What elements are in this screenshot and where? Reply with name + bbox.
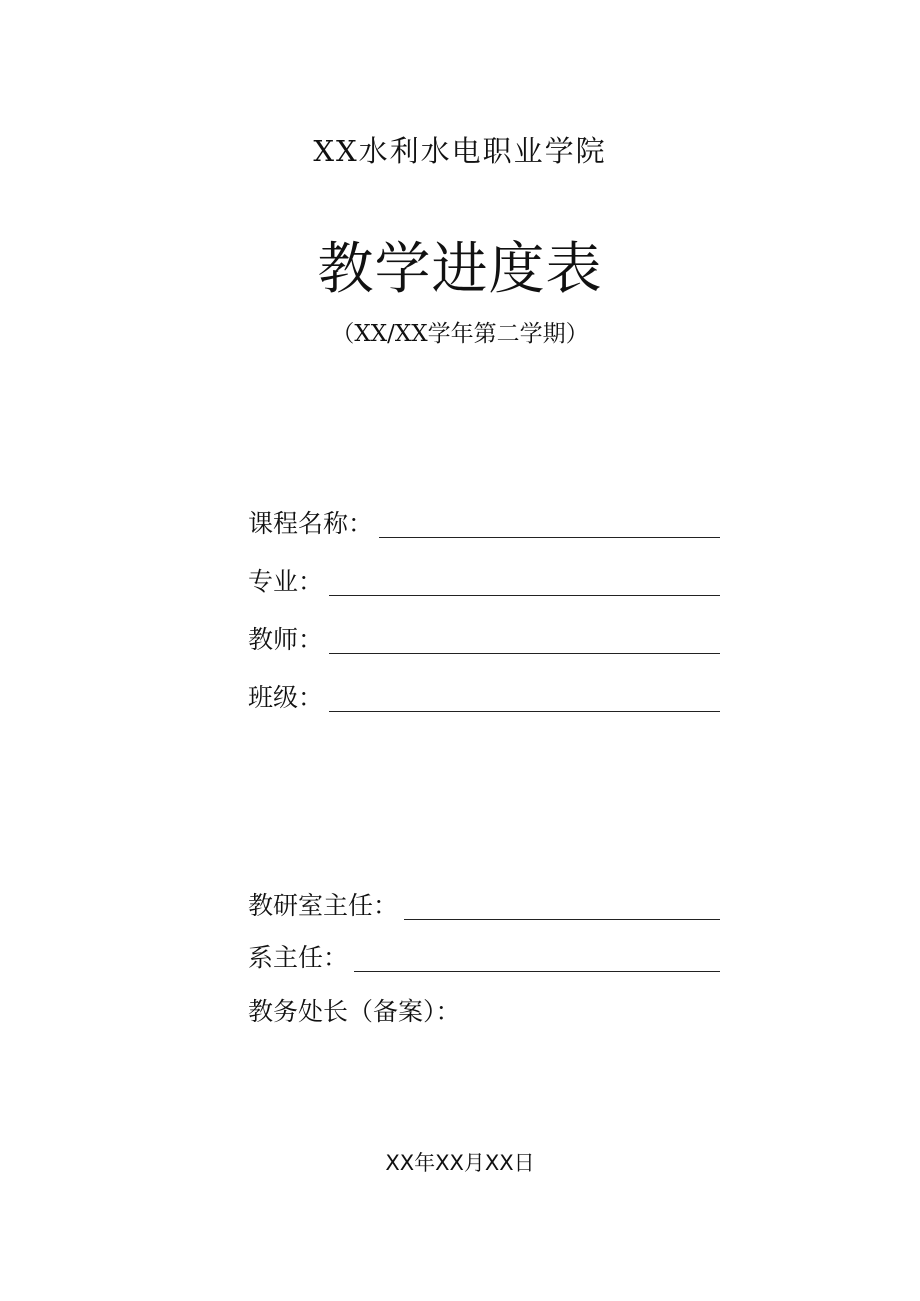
director-label: 教研室主任：: [248, 891, 399, 920]
academic-term: （XX/XX学年第二学期）: [331, 321, 589, 347]
major-field: [248, 562, 720, 600]
teacher-blank: [329, 652, 720, 654]
dept-head-label: 系主任：: [248, 943, 349, 972]
course-name-blank: [379, 536, 720, 538]
dept-head-blank: [354, 970, 720, 972]
dept-head-signature-field: [248, 938, 720, 976]
major-label: 专业：: [248, 567, 324, 596]
document-title: 教学进度表: [317, 237, 603, 302]
teacher-label: 教师：: [248, 625, 324, 654]
director-blank: [404, 918, 720, 920]
class-label: 班级：: [248, 683, 324, 712]
class-blank: [329, 710, 720, 712]
major-blank: [329, 594, 720, 596]
class-field: [248, 678, 720, 716]
school-name: XX水利水电职业学院: [313, 134, 607, 168]
academic-affairs-signature-field: [248, 992, 720, 1030]
course-name-field: [248, 504, 720, 542]
document-date: XX年XX月XX日: [385, 1151, 535, 1175]
course-name-label: 课程名称：: [248, 509, 374, 538]
teacher-field: [248, 620, 720, 658]
director-signature-field: [248, 886, 720, 924]
academic-affairs-label: 教务处长（备案）：: [248, 997, 461, 1026]
